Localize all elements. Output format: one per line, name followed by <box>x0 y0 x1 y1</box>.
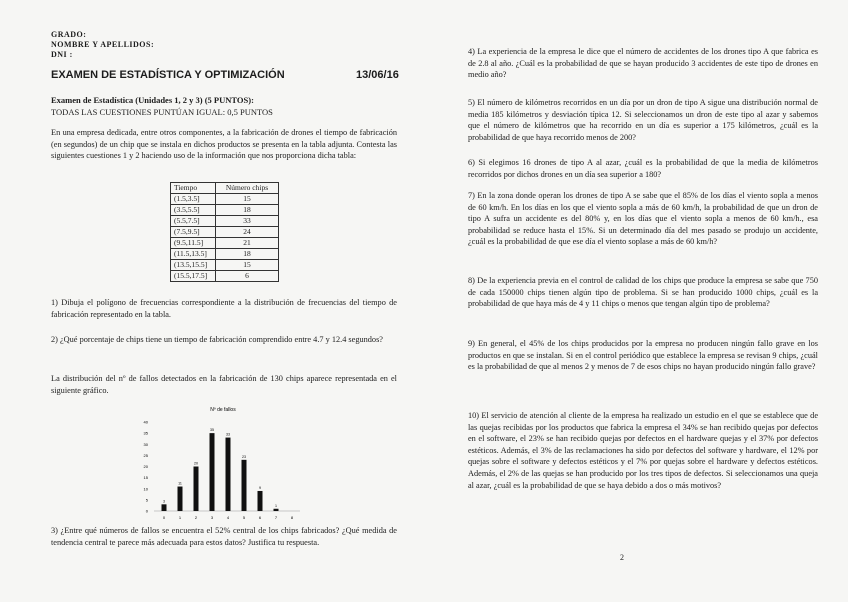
bar-value-label: 23 <box>242 454 246 459</box>
question-8: 8) De la experiencia previa en el control de calidad de los chips que produce la empresa se sabe que 750 de cada 150000 chips tienen algún tipo de problema. Si se han producido 1000 chips, ¿cuál es la probabilidad de que haya más de 4 y 11 chips o menos que tengan algún tipo de problema? <box>468 276 818 309</box>
field-grado: GRADO: <box>51 30 87 39</box>
bar-3 <box>210 433 215 511</box>
field-nombre: NOMBRE Y APELLIDOS: <box>51 40 155 49</box>
bar-4 <box>226 438 231 511</box>
exam-title: EXAMEN DE ESTADÍSTICA Y OPTIMIZACIÓN <box>51 69 285 81</box>
x-tick-label: 6 <box>258 515 262 520</box>
table-row <box>171 205 279 216</box>
question-7: 7) En la zona donde operan los drones de tipo A se sabe que el 85% de los días el viento sopla a menos de 60 km/h. En los días en los que el viento sopla a más de 60 km/h, la probabilidad de que un dron de tipo A sufra un accidente es del 80% y, en los días que el viento sopla a menos de 60 km/h., esa probabilidad se reduce hasta el 15%. Si un determinado día del mes pasado se produjo un accidente, ¿cuál es la probabilidad de que ese día el viento soplase a más de 60 km/h? <box>468 191 818 247</box>
y-tick-label: 30 <box>143 441 148 447</box>
table-cell: 33 <box>216 216 279 227</box>
table-cell: (13.5,15.5] <box>171 260 216 271</box>
table-cell: 15 <box>216 194 279 205</box>
question-4: 4) La experiencia de la empresa le dice que el número de accidentes de los drones tipo A que fabrica es de 2.8 al año. ¿Cuál es la probabilidad de que se hayan producido 3 accidentes de este tipo de drones en medio año? <box>468 47 818 80</box>
bar-value-label: 20 <box>194 461 198 466</box>
y-tick-label: 5 <box>145 497 148 503</box>
y-tick-label: 25 <box>143 452 148 458</box>
table-row <box>171 238 279 249</box>
table-header-row <box>171 183 279 194</box>
bar-value-label: 35 <box>210 428 214 433</box>
table-row <box>171 194 279 205</box>
x-tick-label: 2 <box>194 515 198 520</box>
bar-2 <box>194 467 199 512</box>
bar-7 <box>274 509 279 511</box>
bar-0 <box>162 504 167 511</box>
bar-value-label: 9 <box>259 485 261 490</box>
failures-bar-chart <box>138 402 308 524</box>
table-cell: 21 <box>216 238 279 249</box>
table-cell: (9.5,11.5] <box>171 238 216 249</box>
table-cell: (3.5,5.5] <box>171 205 216 216</box>
x-tick-label: 8 <box>290 515 294 520</box>
intro-paragraph: En una empresa dedicada, entre otros componentes, a la fabricación de drones el tiempo de fabricación (en segundos) de un chip que se instala en dichos productos se presenta en la tabla adjunta. Contesta las siguientes cuestiones 1 y 2 haciendo uso de la información que nos proporciona dicha tabla: <box>51 128 397 161</box>
table-cell: (1.5,3.5] <box>171 194 216 205</box>
bar-value-label: 3 <box>163 499 165 504</box>
y-tick-label: 15 <box>143 475 148 481</box>
table-cell: 18 <box>216 205 279 216</box>
y-tick-label: 40 <box>143 419 148 425</box>
col-header-chips: Número chips <box>216 183 279 194</box>
frequency-table <box>170 182 279 282</box>
question-3-intro: La distribución del nº de fallos detectados en la fabricación de 130 chips aparece representada en el siguiente gráfico. <box>51 374 397 395</box>
page-number: 2 <box>620 553 624 562</box>
exam-date: 13/06/16 <box>356 69 399 81</box>
col-header-tiempo: Tiempo <box>171 183 216 194</box>
question-1: 1) Dibuja el polígono de frecuencias correspondiente a la distribución de frecuencias del tiempo de fabricación representado en la tabla. <box>51 298 397 319</box>
table-cell: (7.5,9.5] <box>171 227 216 238</box>
question-9: 9) En general, el 45% de los chips producidos por la empresa no producen ningún fallo grave en los productos en que se instalan. Si en el control periódico que establece la empresa se revisan 9 chips, ¿cuál es la probabilidad de que al menos 2 y menos de 7 de esos chips no hayan producido ningún fallo grave? <box>468 339 818 372</box>
table-row <box>171 271 279 282</box>
bar-1 <box>178 487 183 511</box>
x-tick-label: 0 <box>162 515 166 520</box>
y-tick-label: 10 <box>143 486 148 492</box>
x-tick-label: 7 <box>274 515 278 520</box>
table-row <box>171 227 279 238</box>
question-10: 10) El servicio de atención al cliente de la empresa ha realizado un estudio en el que se establece que de las quejas recibidas por los productos que fabrica la empresa el 34% se han recibido quejas por defectos en el software, el 23% se han recibido quejas por defectos en el hardware quejas y el 37% por defectos estéticos. Además, el 3% de las reclamaciones ha sido por defectos del software y hardware, el 12% por quejas sobre el software y defectos estéticos y el 7% por quejas sobre el hardware y defectos estéticos. Además, el 2% de las quejas se han producido por los tres tipos de defectos. Si seleccionamos una queja al azar, ¿cuál es la probabilidad de que se haya debido a dos o más motivos? <box>468 411 818 490</box>
x-tick-label: 3 <box>210 515 214 520</box>
bar-value-label: 1 <box>275 503 277 508</box>
y-tick-label: 0 <box>145 508 148 514</box>
y-tick-label: 20 <box>143 464 148 469</box>
table-cell: (15.5,17.5] <box>171 271 216 282</box>
bar-value-label: 11 <box>178 481 182 486</box>
x-tick-label: 4 <box>226 515 230 520</box>
bar-value-label: 33 <box>226 432 230 437</box>
question-6: 6) Si elegimos 16 drones de tipo A al azar, ¿cuál es la probabilidad de que la media de kilómetros recorridos por dichos drones en un día sea superior a 180? <box>468 158 818 179</box>
table-cell: (11.5,13.5] <box>171 249 216 260</box>
table-cell: 6 <box>216 271 279 282</box>
y-tick-label: 35 <box>143 430 148 436</box>
table-row <box>171 216 279 227</box>
bar-6 <box>258 491 263 511</box>
question-3: 3) ¿Entre qué números de fallos se encuentra el 52% central de los chips fabricados? ¿Qué medida de tendencia central te parece más adecuada para estos datos? Justifica tu respuesta. <box>51 526 397 547</box>
exam-subtitle: Examen de Estadística (Unidades 1, 2 y 3) (5 PUNTOS): <box>51 95 254 105</box>
x-tick-label: 5 <box>242 515 246 520</box>
table-cell: 15 <box>216 260 279 271</box>
table-cell: 18 <box>216 249 279 260</box>
table-row <box>171 249 279 260</box>
question-5: 5) El número de kilómetros recorridos en un día por un dron de tipo A sigue una distribución normal de media 185 kilómetros y desviación típica 12. Si seleccionamos un dron de este tipo al azar y sabemos que el número de kilómetros que ha recorrido en un día es superior a 175 kilómetros, ¿cuál es la probabilidad de que haya recorrido menos de 200? <box>468 98 818 142</box>
question-2: 2) ¿Qué porcentaje de chips tiene un tiempo de fabricación comprendido entre 4.7 y 12.4 segundos? <box>51 335 383 344</box>
scoring-note: TODAS LAS CUESTIONES PUNTÚAN IGUAL: 0,5 PUNTOS <box>51 107 273 117</box>
field-dni: DNI : <box>51 50 73 59</box>
chart-title: Nº de fallos <box>210 407 236 413</box>
table-row <box>171 260 279 271</box>
x-tick-label: 1 <box>178 515 182 520</box>
bar-5 <box>242 460 247 511</box>
table-cell: (5.5,7.5] <box>171 216 216 227</box>
table-cell: 24 <box>216 227 279 238</box>
